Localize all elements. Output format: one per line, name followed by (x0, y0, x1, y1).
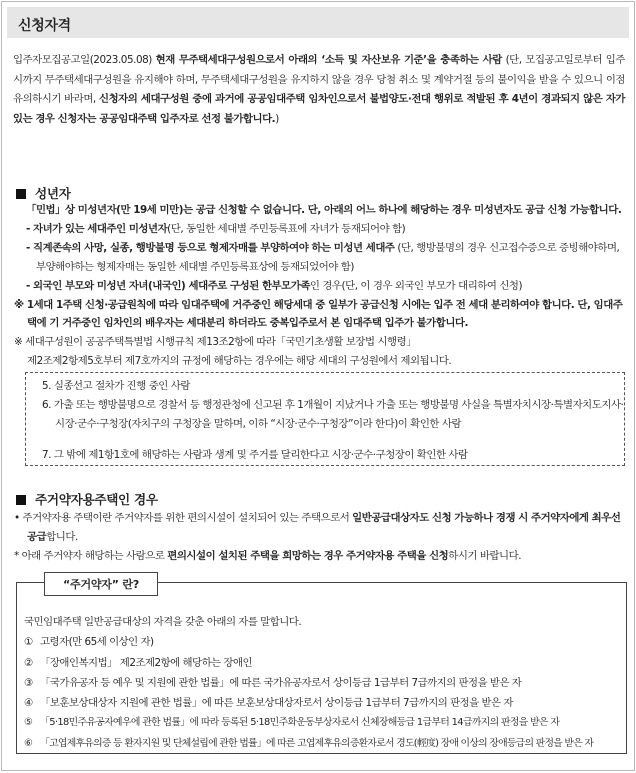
minor-note-2-line1: ※ 세대구성원이 공공주택특별법 시행규칙 제13조2항에 따라「국민기초생활 보장법 시행령」 (14, 336, 417, 349)
page-title: 신청자격 (18, 18, 71, 34)
elderly-item-1: ① 고령자(만 65세 이상인 자) (24, 636, 154, 649)
intro-restriction: 신청자의 세대구성원 중에 과거에 공공임대주택 임차인으로서 불법양도·전대 행위로 적발된 후 4년이 경과되지 않은 자가 있는 경우 신청자는 공공임대주택 입주자로 선정 불가합니다. (13, 93, 625, 125)
minor-lead-text: 「민법」상 미성년자(만 19세 미만)는 공급 신청할 수 없습니다. 단, 아래의 어느 하나에 해당하는 경우 미성년자도 공급 신청 가능합니다. (26, 204, 622, 216)
exclusion-item-6: 6. 가출 또는 행방불명으로 경찰서 등 행정관청에 신고된 후 1개월이 지났거나 가출 또는 행방불명 사실을 특별자치시장·특별자치도지사·시장·군수·구청장(자치구의 구청장을 말하며, 이하 “시장·군수·구청장”이라 한다)이 확인한 사람 (42, 399, 624, 430)
section-title-bar (7, 7, 629, 38)
exclusion-item-5: 5. 실종선고 절차가 진행 중인 사람 (42, 380, 190, 392)
minor-item-3: - 외국인 부모와 미성년 자녀(내국인) 세대주로 구성된 한부모가족인 경우(단, 이 경우 외국인 부모가 대리하여 신청) (26, 279, 523, 292)
exclusion-list-box (25, 372, 625, 466)
elderly-item-5: ⑤ 「5·18민주유공자예우에 관한 법률」에 따라 등록된 5·18민주화운동부상자로서 신체장해등급 1급부터 14급까지의 판정을 받은 자 (24, 717, 560, 729)
document-page (1, 1, 635, 771)
elderly-box-label: “주거약자” 란? (44, 572, 158, 596)
square-bullet-icon (16, 189, 26, 199)
housing-bullet-1: • 주거약자용 주택이란 주거약자를 위한 편의시설이 설치되어 있는 주택으로서 일반공급대상자도 신청 가능하나 경쟁 시 주거약자에게 최우선 공급합니다. (14, 512, 621, 543)
square-bullet-icon (16, 495, 26, 505)
elderly-item-4: ④ 「보훈보상대상자 지원에 관한 법률」에 따른 보훈보상대상자로서 상이등급 1급부터 7급까지의 판정을 받은 자 (24, 697, 513, 710)
minor-item-1: - 자녀가 있는 세대주인 미성년자(단, 동일한 세대별 주민등록표에 자녀가 등재되어야 함) (26, 222, 406, 235)
intro-main-condition: 현재 무주택세대구성원으로서 아래의 ‘소득 및 자산보유 기준’을 충족하는 사람 (155, 54, 502, 66)
elderly-item-3: ③ 「국가유공자 등 예우 및 지원에 관한 법률」에 따른 국가유공자로서 상이등급 1급부터 7급까지의 판정을 받은 자 (24, 676, 522, 689)
minor-note-1: ※ 1세대 1주택 신청·공급원칙에 따라 임대주택에 거주중인 해당세대 중 일부가 공급신청 시에는 입주 전 세대 분리하여야 합니다. 단, 임대주택에 기 거주중인 임차인의 배우자는 세대분리 하더라도 중복입주로서 본 임대주택 입주가 불가합니다. (14, 298, 623, 330)
housing-section-body (14, 509, 626, 566)
housing-bullet-2: * 아래 주거약자 해당하는 사람으로 편의시설이 설치된 주택을 희망하는 경우 주거약자용 주택을 신청하시기 바랍니다. (14, 549, 522, 562)
intro-close: ) (275, 112, 279, 125)
elderly-item-2: ② 「장애인복지법」 제2조제2항에 해당하는 장애인 (24, 656, 253, 669)
minor-note-2-line2: 제2조제2항제5호부터 제7호까지의 규정에 해당하는 경우에는 해당 세대의 구성원에서 제외됩니다. (27, 355, 452, 368)
intro-date: 입주자모집공고일(2023.05.08) (13, 54, 156, 66)
section-heading-minor: 성년자 (16, 183, 71, 202)
minor-section-body (14, 201, 626, 371)
elderly-definition-content (24, 612, 622, 754)
intro-paragraph (13, 51, 625, 129)
elderly-intro: 국민임대주택 일반공급대상의 자격을 갖춘 아래의 자를 말합니다. (24, 616, 302, 628)
section-heading-housing: 주거약자용주택인 경우 (16, 489, 158, 508)
exclusion-item-7: 7. 그 밖에 제1항1호에 해당하는 사람과 생계 및 주거를 달리한다고 시장·군수·구청장이 확인한 사람 (42, 449, 468, 461)
elderly-item-6: ⑥ 「고엽제후유의증 등 환자지원 및 단체설립에 관한 법률」에 따른 고엽제후유의증환자로서 경도(輕度) 장애 이상의 장애등급의 판정을 받은 자 (24, 737, 594, 749)
elderly-definition-box (16, 582, 627, 754)
intro-notice: (단, 모집공고일로부터 입주 시까지 무주택세대구성원을 유지해야 하며, 무주택세대구성원을 유지하지 않을 경우 당첨 취소 및 계약거절 등의 불이익을 받을 수 있으니 이점 유의하시기 바라며, (13, 54, 625, 106)
minor-item-2: - 직계존속의 사망, 실종, 행방불명 등으로 형제자매를 부양하여야 하는 미성년 세대주 (단, 행방불명의 경우 신고접수증으로 증빙해야하며, 부양해야하는 형제자매는 동일한 세대별 주민등록표상에 등재되었어야 함) (26, 241, 620, 273)
